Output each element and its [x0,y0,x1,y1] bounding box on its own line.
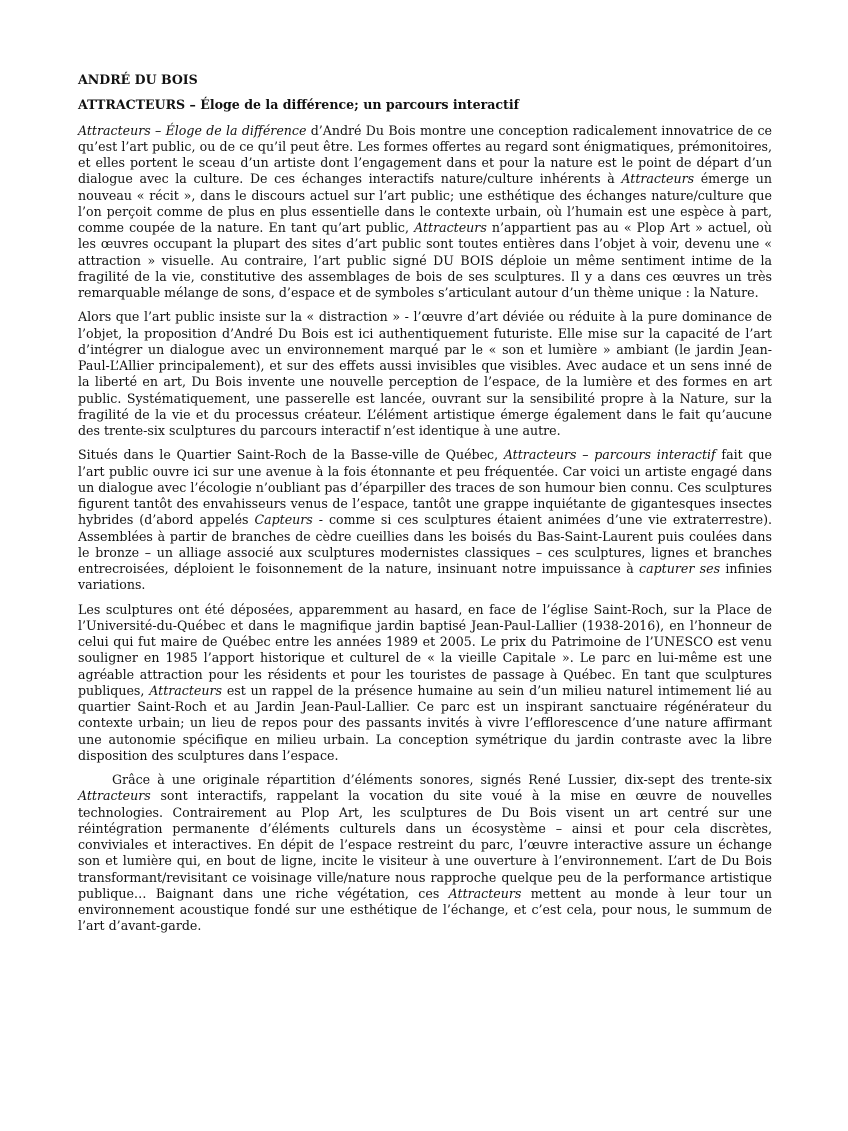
paragraph-4 [78,602,772,765]
paragraph-text: mettent au monde à leur tour un environnement acoustique fondé sur une esthétique de l’échange, et c’est cela, pour nous, le summum de l’art d’avant-garde. [78,885,772,934]
paragraph-text: n’appartient pas au « Plop Art » actuel, où les œuvres occupant la plupart des sites d’art public sont toutes entières dans l’objet à voir, devenu une « attraction » visuelle. Au contraire, l’art public signé DU BOIS déploie un même sentiment intime de la fragilité de la vie, constitutive des assemblages de bois de ses sculptures. Il y a dans ces œuvres un très remarquable mélange de sons, d’espace et de symboles s’articulant autour d’un thème unique : la Nature. [78,220,772,300]
italic-term: capturer ses [639,561,721,576]
paragraph-text: - comme si ces sculptures étaient animées d’une vie extraterrestre). Assemblées à partir de branches de cèdre cueillies dans les boisés du Bas-Saint-Laurent puis coulées dans le bronze – un alliage associé aux sculptures modernistes classiques – ces sculptures, lignes et branches entrecroisées, déploient le foisonnement de la nature, insinuant notre impuissance à [78,512,772,576]
document-page [78,72,772,943]
document-title: ATTRACTEURS – Éloge de la différence; un parcours interactif [78,97,520,113]
italic-work-title: Attracteurs – Éloge de la différence [78,122,307,138]
paragraph-3 [78,447,772,593]
paragraph-text: est un rappel de la présence humaine au sein d’un milieu naturel intimement lié au quartier Saint-Roch et au Jardin Jean-Paul-Lallier. Ce parc est un inspirant sanctuaire régénérateur du contexte urbain; un lieu de repos pour des passants invités à vivre l’efflorescence d’une nature affirmant une autonomie spécifique en milieu urbain. La conception symétrique du jardin contraste avec la libre disposition des sculptures dans l’espace. [78,682,772,763]
paragraph-text: d’André Du Bois montre une conception radicalement innovatrice de ce qu’est l’art public, ou de ce qu’il peut être. Les formes offertes au regard sont énigmatiques, prémonitoires, et elles portent le sceau d’un artiste dont l’engagement dans et pour la nature est le point de départ d’un dialogue avec la culture. De ces échanges interactifs nature/culture inhérents à [78,122,772,187]
paragraph-5 [78,772,772,935]
paragraph-text: émerge un nouveau « récit », dans le discours actuel sur l’art public; une esthétique des échanges nature/culture que l’on perçoit comme de plus en plus essentielle dans le contexte urbain, où l’humain est une espèce à part, comme coupée de la nature. En tant qu’art public, [78,171,772,235]
paragraph-text: Grâce à une originale répartition d’éléments sonores, signés René Lussier, dix-sept des trente-six [112,772,772,787]
italic-work-title: Attracteurs [621,171,695,187]
author-heading: ANDRÉ DU BOIS [78,72,198,87]
italic-work-title: Attracteurs [149,682,222,698]
paragraph-text: Situés dans le Quartier Saint-Roch de la Basse-ville de Québec, [78,447,504,463]
italic-work-title: Attracteurs – parcours interactif [503,447,716,463]
italic-work-title: Attracteurs [414,220,487,235]
italic-work-title: Attracteurs [448,885,522,901]
italic-term: Capteurs [254,512,313,528]
paragraph-1 [78,123,772,302]
paragraph-text: infinies variations. [78,561,772,593]
paragraph-text: fait que l’art public ouvre ici sur une avenue à la fois étonnante et peu fréquentée. Car voici un artiste engagé dans un dialogue avec l’écologie n’oubliant pas d’éparpiller des traces de son humour bien connu. Ces sculptures figurent tantôt des envahisseurs venus de l’espace, tantôt une grappe inquiétante de gigantesques insectes hybrides (d’abord appelés [78,447,773,528]
paragraph-text: Les sculptures ont été déposées, apparemment au hasard, en face de l’église Saint-Roch, sur la Place de l’Université-du-Québec et dans le magnifique jardin baptisé Jean-Paul-Lallier (1938-2016), en l’honneur de celui qui fut maire de Québec entre les années 1989 et 2005. Le prix du Patrimoine de l’UNESCO est venu souligner en 1985 l’apport historique et culturel de « la vieille Capitale ». Le parc en lui-même est une agréable attraction pour les résidents et pour les touristes de passage à Québec. En tant que sculptures publiques, [78,601,772,698]
paragraph-text: sont interactifs, rappelant la vocation du site voué à la mise en œuvre de nouvelles technologies. Contrairement au Plop Art, les sculptures de Du Bois visent un art centré sur une réintégration permanente d’éléments culturels dans un écosystème – ainsi et pour cela discrètes, conviviales et interactives. En dépit de l’espace restreint du parc, l’œuvre interactive assure un échange son et lumière qui, en bout de ligne, incite le visiteur à une ouverture à l’environnement. L’art de Du Bois transformant/revisitant ce voisinage ville/nature nous rapproche quelque peu de la performance artistique publique… Baignant dans une riche végétation, ces [78,788,772,901]
paragraph-2: Alors que l’art public insiste sur la « distraction » - l’œuvre d’art déviée ou réduite à la pure dominance de l’objet, la proposition d’André Du Bois est ici authentiquement futuriste. Elle mise sur la capacité de l’art d’intégrer un dialogue avec un environnement marqué par le « son et lumière » ambiant (le jardin Jean-Paul-L’Allier principalement), et sur des effets aussi invisibles que visibles. Avec audace et un sens inné de la liberté en art, Du Bois invente une nouvelle perception de l’espace, de la lumière et des formes en art public. Systématiquement, une passerelle est lancée, ouvrant sur la sensibilité propre à la Nature, sur la fragilité de la vie et du processus créateur. L’élément artistique émerge également dans le fait qu’aucune des trente-six sculptures du parcours interactif n’est identique à une autre. [78,309,772,438]
italic-work-title: Attracteurs [78,788,151,804]
